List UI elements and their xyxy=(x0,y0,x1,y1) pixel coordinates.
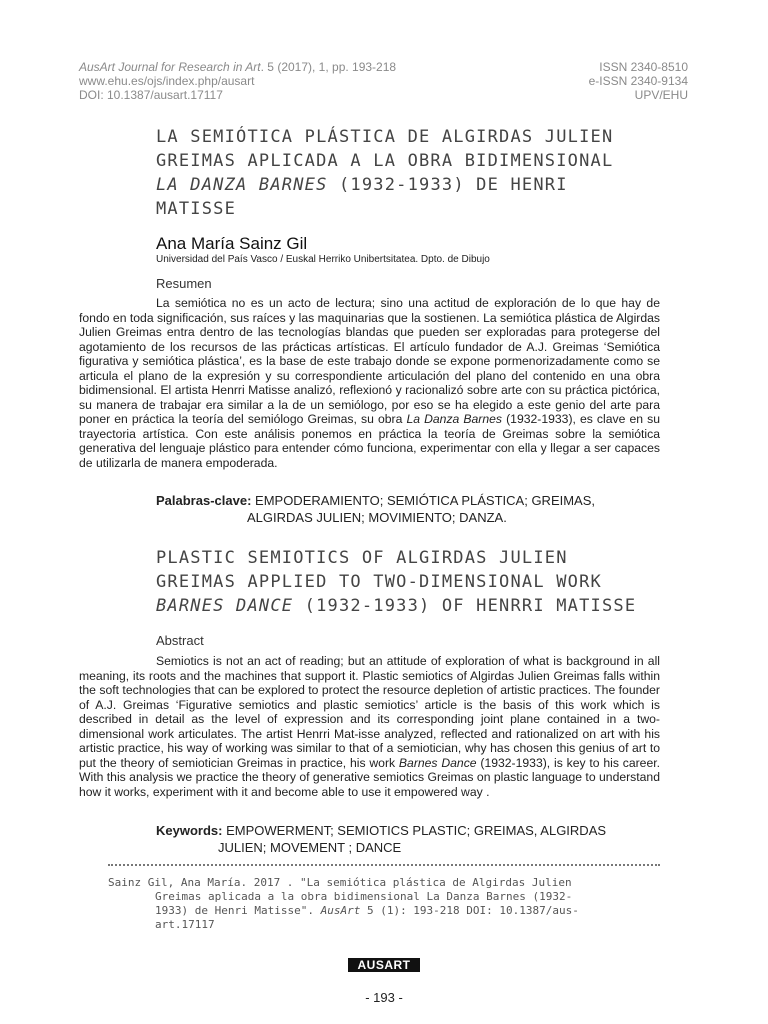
issn: ISSN 2340-8510 xyxy=(599,60,688,74)
author-name: Ana María Sainz Gil xyxy=(156,234,308,253)
keywords-es-label: Palabras-clave: xyxy=(156,493,252,508)
citation-line: Sainz Gil, Ana María. 2017 . "La semiótica plástica de Algirdas Julien xyxy=(108,876,572,889)
citation-line: Greimas aplicada a la obra bidimensional La Danza Barnes (1932- xyxy=(155,890,573,903)
title-es-line: MATISSE xyxy=(156,199,237,219)
dotted-divider xyxy=(108,864,660,866)
journal-volume: . 5 (2017), 1, pp. 193-218 xyxy=(260,60,397,74)
citation-line: art.17117 xyxy=(155,918,215,931)
journal-doi: DOI: 10.1387/ausart.17117 xyxy=(79,88,223,102)
abstract-text-end: (1932-1933), is key to his career. With this analysis we practice the theory of generative semiotics Greimas on plastic language to understand how it works, experiment with it and become able to use it empowered way . xyxy=(79,755,661,799)
keywords-en-line1: EMPOWERMENT; SEMIOTICS PLASTIC; GREIMAS, ALGIRDAS xyxy=(222,823,607,838)
title-es-artwork: LA DANZA BARNES xyxy=(156,175,328,195)
journal-header-left xyxy=(79,60,396,102)
page-number: - 193 - xyxy=(365,990,403,1005)
title-en-line: GREIMAS APPLIED TO TWO-DIMENSIONAL WORK xyxy=(156,572,602,592)
resumen-heading: Resumen xyxy=(156,276,212,291)
title-es-line: GREIMAS APLICADA A LA OBRA BIDIMENSIONAL xyxy=(156,151,614,171)
abstract-paragraph xyxy=(79,654,660,799)
abstract-heading: Abstract xyxy=(156,633,204,648)
citation-journal: AusArt xyxy=(320,904,361,917)
author-affiliation: Universidad del País Vasco / Euskal Herriko Unibertsitatea. Dpto. de Dibujo xyxy=(156,254,490,265)
resumen-text: La semiótica no es un acto de lectura; sino una actitud de exploración de lo que hay de fondo en toda significación, sus raíces y las maquinarias que la sostienen. La semiótica plástica de Algirdas Julien Greimas entra dentro de las tecnologías blandas que pueden ser exploradas para protegerse del agotamiento de los recursos de las prácticas artísticas. El artículo fundador de A.J. Greimas ‘Semiótica figurativa y semiótica plástica’, es la base de este trabajo donde se expone pormenorizadamente como se articula el plano de la expresión y su correspondiente articulación del plano del contenido en una obra bidimensional. El artista Henrri Matisse analizó, reflexionó y racionalizó sobre arte con su práctica pictórica, su manera de trabajar era similar a la de un semiólogo, por eso se ha elegido a este genio del arte para poner en práctica la teoría del semiólogo Greimas, su obra xyxy=(79,296,660,426)
abstract-text: Semiotics is not an act of reading; but an attitude of exploration of what is background in all meaning, its roots and the machines that support it. Plastic semiotics of Algirdas Julien Greimas falls within the soft technologies that can be explored to protect the resource depletion of artistic practices. The founder of A.J. Greimas ‘Figurative semiotics and plastic semiotics’ article is the basis of this work which is described in detail as the level of expression and its corresponding joint plane contained in a two-dimensional work articulates. The artist Henrri Mat-isse analyzed, reflected and rationalized on art with his artistic practice, his way of working was similar to that of a semiotician, why has chosen this genius of art to put the theory of semiotician Greimas in practice, his work xyxy=(79,654,660,770)
title-es-line-rest: (1932-1933) DE HENRI xyxy=(327,175,568,195)
title-en-line-rest: (1932-1933) OF HENRRI MATISSE xyxy=(293,596,637,616)
journal-header-right xyxy=(589,60,688,102)
title-es-line xyxy=(156,173,676,197)
keywords-spanish xyxy=(156,492,666,526)
keywords-es-line1: EMPODERAMIENTO; SEMIÓTICA PLÁSTICA; GREIMAS, xyxy=(251,493,596,508)
keywords-en-line2: JULIEN; MOVEMENT ; DANCE xyxy=(218,840,402,855)
journal-citation-line xyxy=(79,60,396,74)
title-es-line: LA SEMIÓTICA PLÁSTICA DE ALGIRDAS JULIEN xyxy=(156,127,614,147)
abstract-artwork: Barnes Dance xyxy=(398,755,477,770)
keywords-english xyxy=(156,822,666,856)
resumen-artwork: La Danza Barnes xyxy=(406,412,503,426)
keywords-en-label: Keywords: xyxy=(156,823,223,838)
citation-text-end: 5 (1): 193-218 DOI: 10.1387/aus- xyxy=(360,904,579,917)
journal-name: AusArt Journal for Research in Art xyxy=(79,60,261,74)
publisher: UPV/EHU xyxy=(634,88,688,102)
resumen-text-end: (1932-1933), es clave en su trayectoria artística. Con este análisis ponemos en práctica la teoría de Greimas sobre la semiótica generativa del lenguaje plástico para entender cómo funciona, experimentar con ella y llegar a ser capaces de utilizarla de manera empoderada. xyxy=(79,412,660,470)
citation-block xyxy=(108,876,668,932)
title-en-line xyxy=(156,594,676,618)
title-spanish xyxy=(156,125,676,221)
keywords-es-line2: ALGIRDAS JULIEN; MOVIMIENTO; DANZA. xyxy=(247,510,507,525)
eissn: e-ISSN 2340-9134 xyxy=(588,74,688,88)
resumen-body xyxy=(79,296,660,470)
abstract-body xyxy=(79,654,660,799)
citation-line xyxy=(108,904,668,918)
title-en-line: PLASTIC SEMIOTICS OF ALGIRDAS JULIEN xyxy=(156,548,568,568)
citation-text: 1933) de Henri Matisse". xyxy=(155,904,321,917)
title-en-artwork: BARNES DANCE xyxy=(156,596,294,616)
ausart-logo: AUSART xyxy=(348,958,420,972)
journal-url[interactable]: www.ehu.es/ojs/index.php/ausart xyxy=(79,74,255,88)
title-english xyxy=(156,546,676,618)
resumen-paragraph xyxy=(79,296,660,470)
